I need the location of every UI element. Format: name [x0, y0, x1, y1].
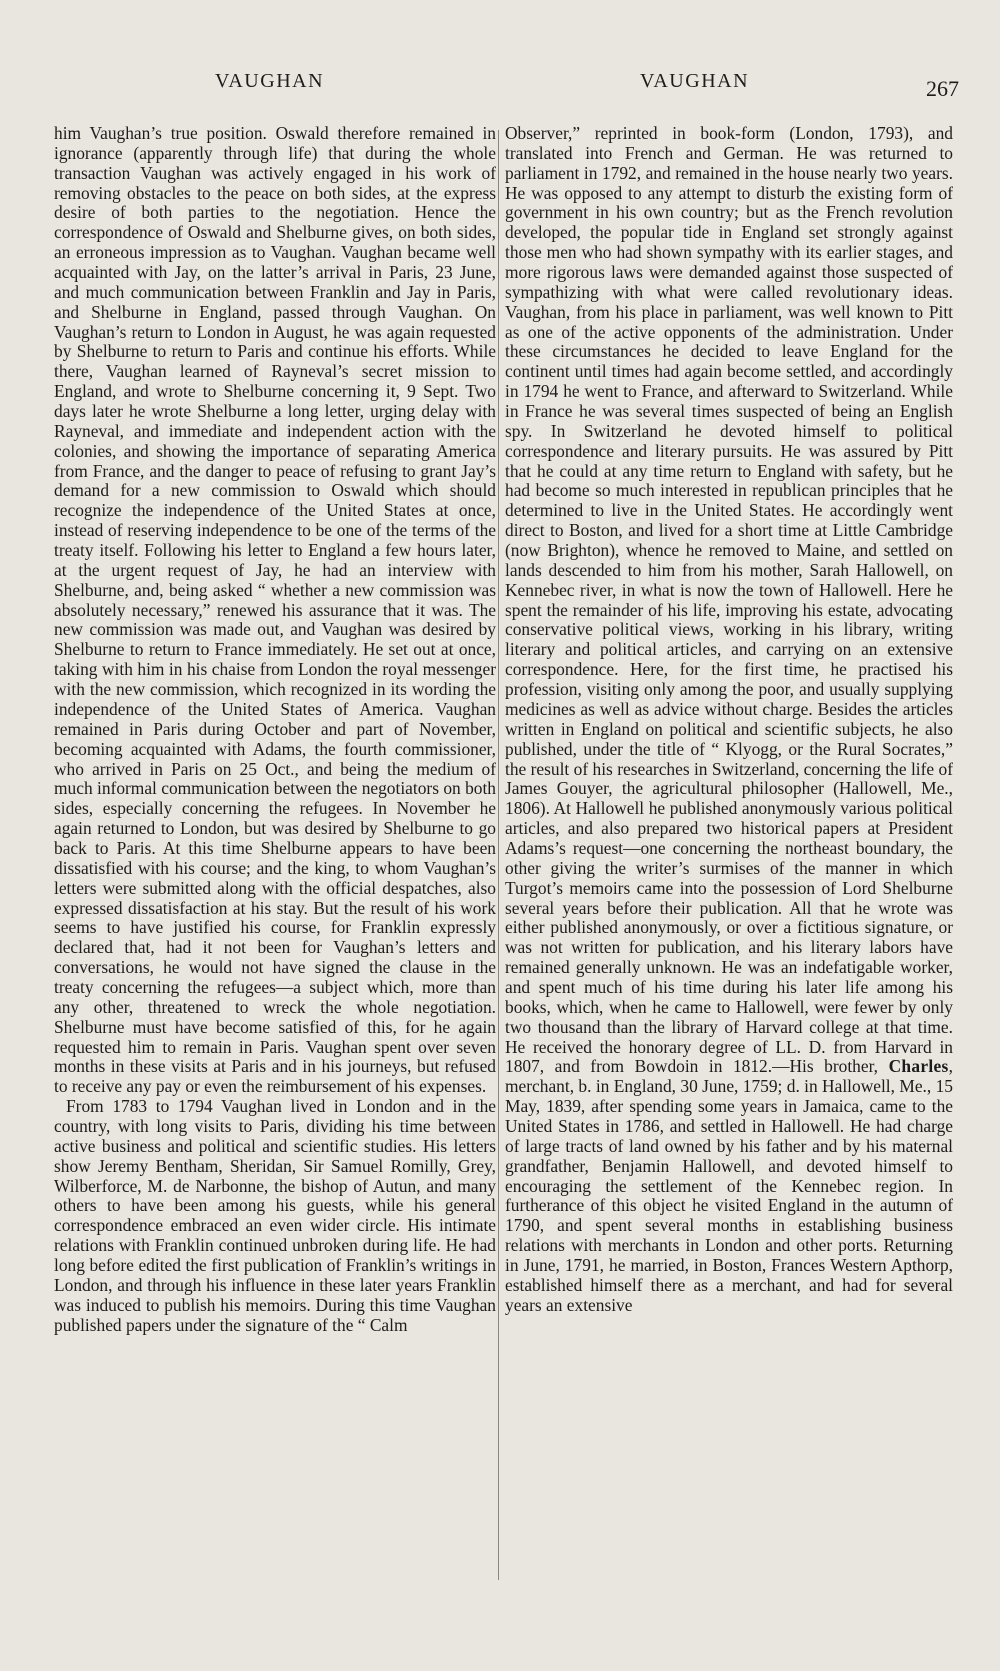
paragraph-2: [54, 1097, 496, 1335]
running-head-left: VAUGHAN: [215, 70, 325, 92]
running-head-right: VAUGHAN: [640, 70, 750, 92]
entry-name-charles: Charles: [888, 1056, 949, 1077]
paragraph-3-text-end: , merchant, b. in England, 30 June, 1759; d. in Hallowell, Me., 15 May, 1839, after spending some years in Jamaica, came to the United States in 1786, and settled in Hallowell. He had charge of large tracts of land owned by his father and by his maternal grandfather, Benjamin Hallowell, and devoted himself to encouraging the settlement of the Kennebec region. In furtherance of this object he visited England in the autumn of 1790, and spent several months in establishing business relations with merchants in London and other ports. Returning in June, 1791, he married, in Boston, Frances Western Apthorp, established himself there as a merchant, and had for several years an extensive: [505, 1056, 953, 1315]
left-column: [54, 124, 496, 1574]
right-column: [505, 124, 953, 1574]
paragraph-3: [505, 124, 953, 1316]
column-divider: [498, 130, 499, 1580]
paragraph-2-text: From 1783 to 1794 Vaughan lived in London and in the country, with long visits to Paris, dividing his time between active business and political and scientific studies. His letters show Jeremy Bentham, Sheridan, Sir Samuel Romilly, Grey, Wilberforce, M. de Narbonne, the bishop of Autun, and many others to have been among his guests, while his general correspondence embraced an even wider circle. His intimate relations with Franklin continued unbroken during life. He had long before edited the first publication of Franklin’s writings in London, and through his influence in these later years Franklin was induced to publish his memoirs. During this time Vaughan published papers under the signature of the “ Calm: [54, 1096, 496, 1335]
paragraph-1: him Vaughan’s true position. Oswald therefore remained in ignorance (apparently through life) that during the whole transaction Vaughan was actively engaged in his work of removing obstacles to the peace on both sides, at the express desire of both parties to the negotiation. Hence the correspondence of Oswald and Shelburne gives, on both sides, an erroneous impression as to Vaughan. Vaughan became well acquainted with Jay, on the latter’s arrival in Paris, 23 June, and much communication between Franklin and Jay in Paris, and Shelburne in England, passed through Vaughan. On Vaughan’s return to London in August, he was again requested by Shelburne to return to Paris and continue his efforts. While there, Vaughan learned of Rayneval’s secret mission to England, and wrote to Shelburne concerning it, 9 Sept. Two days later he wrote Shelburne a long letter, urging delay with Rayneval, and immediate and independent action with the colonies, and showing the importance of separating America from France, and the danger to peace of refusing to grant Jay’s demand for a new commission to Oswald which should recognize the independence of the United States at once, instead of reserving independence to be one of the terms of the treaty itself. Following his letter to England a few hours later, at the urgent request of Jay, he had an interview with Shelburne, and, being asked “ whether a new commission was absolutely necessary,” renewed his assurance that it was. The new commission was made out, and Vaughan was desired by Shelburne to return to France immediately. He set out at once, taking with him in his chaise from London the royal messenger with the new commission, which recognized in its wording the independence of the United States of America. Vaughan remained in Paris during October and part of November, becoming acquainted with Adams, the fourth commissioner, who arrived in Paris on 25 Oct., and being the medium of much informal communication between the negotiators on both sides, especially concerning the refugees. In November he again returned to London, but was desired by Shelburne to go back to Paris. At this time Shelburne appears to have been dissatisfied with his course; and the king, to whom Vaughan’s letters were submitted along with the official despatches, also expressed dissatisfaction at his stay. But the result of his work seems to have justified his course, for Franklin expressly declared that, had it not been for Vaughan’s letters and conversations, he would not have signed the clause in the treaty concerning the refugees—a subject which, more than any other, threatened to wreck the whole negotiation. Shelburne must have become satisfied of this, for he again requested him to remain in Paris. Vaughan spent over seven months in these visits at Paris and in his journeys, but refused to receive any pay or even the reimbursement of his expenses.: [54, 124, 496, 1097]
page-number: 267: [926, 76, 959, 101]
paragraph-3-text-start: Observer,” reprinted in book-form (London, 1793), and translated into French and German. He was returned to parliament in 1792, and remained in the house nearly two years. He was opposed to any attempt to disturb the existing form of government in his own country; but as the French revolution developed, the popular tide in England set strongly against those men who had shown sympathy with its earlier stages, and more rigorous laws were demanded against those suspected of sympathizing with what were called revolutionary ideas. Vaughan, from his place in parliament, was well known to Pitt as one of the active opponents of the administration. Under these circumstances he decided to leave England for the continent until times had again become settled, and accordingly in 1794 he went to France, and afterward to Switzerland. While in France he was several times suspected of being an English spy. In Switzerland he devoted himself to political correspondence and literary pursuits. He was assured by Pitt that he could at any time return to England with safety, but he had become so much interested in republican principles that he determined to live in the United States. He accordingly went direct to Boston, and lived for a short time at Little Cambridge (now Brighton), whence he removed to Maine, and settled on lands descended to him from his mother, Sarah Hallowell, on Kennebec river, in what is now the town of Hallowell. Here he spent the remainder of his life, improving his estate, advocating conservative political views, working in his library, writing literary and political articles, and carrying on an extensive correspondence. Here, for the first time, he practised his profession, visiting only among the poor, and usually supplying medicines as well as advice without charge. Besides the articles written in England on political and scientific subjects, he also published, under the title of “ Klyogg, or the Rural Socrates,” the result of his researches in Switzerland, concerning the life of James Gouyer, the agricultural philosopher (Hallowell, Me., 1806). At Hallowell he published anonymously various political articles, and also prepared two historical papers at President Adams’s request—one concerning the northeast boundary, the other giving the writer’s surmises of the manner in which Turgot’s memoirs came into the possession of Lord Shelburne several years before their publication. All that he wrote was either published anonymously, or over a fictitious signature, or was not written for publication, and his literary labors have remained generally unknown. He was an indefatigable worker, and spent much of his time during his later life among his books, which, when he came to Hallowell, were fewer by only two thousand than the library of Harvard college at that time. He received the honorary degree of LL. D. from Harvard in 1807, and from Bowdoin in 1812.—His brother,: [505, 124, 953, 1077]
